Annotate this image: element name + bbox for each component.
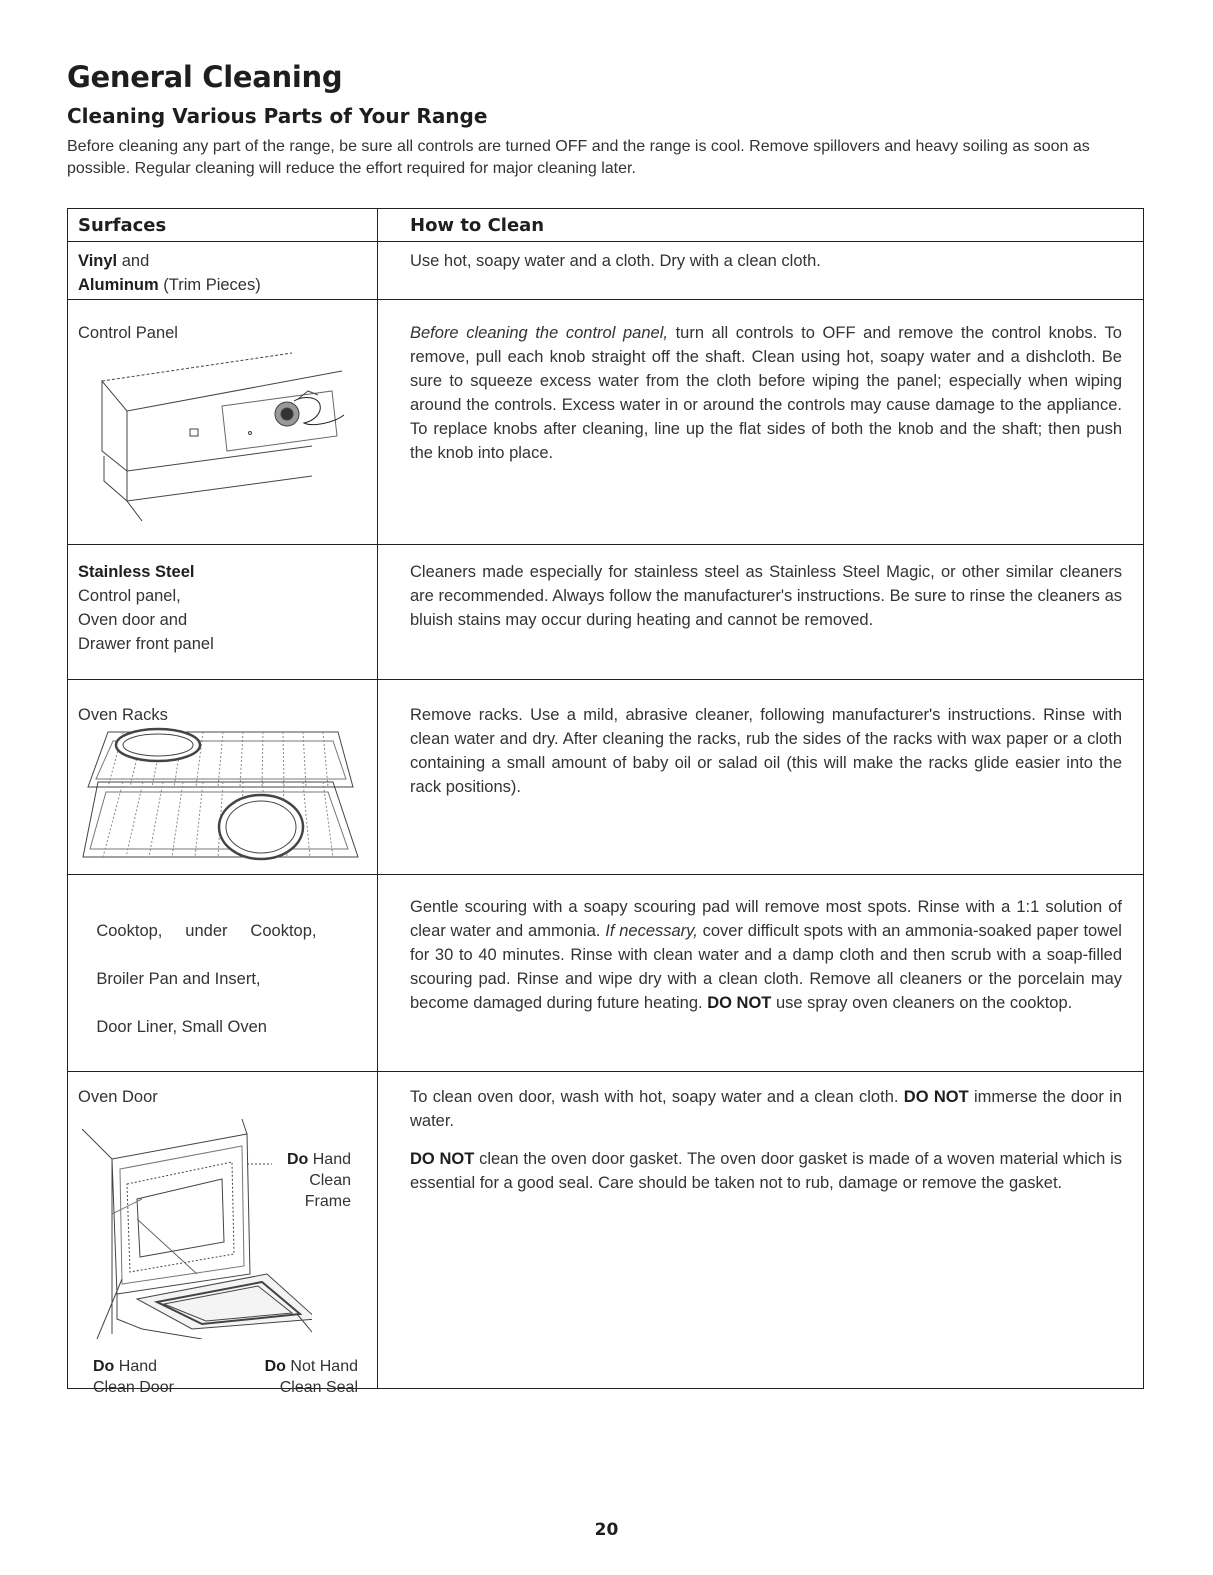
surface-line: Cooktop, under Cooktop, xyxy=(96,922,317,940)
callout-do: Do xyxy=(286,1151,309,1168)
control-panel-illustration xyxy=(82,351,352,521)
column-divider xyxy=(377,209,378,1388)
surface-bold-stainless: Stainless Steel xyxy=(78,563,195,581)
how-bold: DO NOT xyxy=(410,1150,475,1168)
how-control-panel xyxy=(410,321,1122,465)
header-surfaces: Surfaces xyxy=(78,215,167,236)
callout-text: Clean xyxy=(309,1172,351,1189)
surface-line: Drawer front panel xyxy=(78,635,214,653)
oven-door-illustration xyxy=(82,1114,312,1339)
callout-do-hand-clean-frame xyxy=(256,1149,351,1212)
row-rule xyxy=(68,1071,1143,1072)
callout-text: Hand xyxy=(308,1151,351,1168)
callout-text: Hand xyxy=(114,1358,158,1375)
how-vinyl-aluminum: Use hot, soapy water and a cloth. Dry with a clean cloth. xyxy=(410,252,821,270)
callout-do-not-hand-clean-seal xyxy=(228,1356,358,1398)
how-text: immerse the door in water. xyxy=(410,1088,1122,1130)
callout-text: Not Hand xyxy=(285,1358,358,1375)
callout-do: Do xyxy=(264,1358,286,1375)
callout-text: Frame xyxy=(304,1193,351,1210)
surface-line: Broiler Pan and Insert, xyxy=(96,970,261,988)
how-oven-racks: Remove racks. Use a mild, abrasive cleaner, following manufacturer's instructions. Rinse with clean water and dry. After cleaning the racks, rub the sides of the racks with wax paper or a cloth containing a small amount of baby oil or salad oil (this will make the racks glide easier into the rack positions). xyxy=(410,706,1122,796)
surface-bold-vinyl: Vinyl xyxy=(78,252,118,270)
surface-stainless-steel xyxy=(78,560,363,656)
surface-vinyl-aluminum xyxy=(78,249,363,297)
section-heading: Cleaning Various Parts of Your Range xyxy=(67,104,488,128)
how-italic: Before cleaning the control panel, xyxy=(410,324,668,342)
how-text: turn all controls to OFF and remove the control knobs. To remove, pull each knob straight off the shaft. Clean using hot, soapy water and a dishcloth. Be sure to squeeze excess water from the cloth before wiping the panel; especially when wiping around the controls. Excess water in or around the controls may cause damage to the appliance. To replace knobs after cleaning, line up the flat sides of both the knob and the shaft; then push the knob into place. xyxy=(410,324,1122,462)
surface-line: Control panel, xyxy=(78,587,181,605)
how-bold: DO NOT xyxy=(707,994,772,1012)
how-paragraph xyxy=(410,1147,1122,1195)
surface-oven-racks: Oven Racks xyxy=(78,706,168,724)
how-oven-door xyxy=(410,1085,1122,1195)
header-rule xyxy=(68,241,1143,242)
page-number: 20 xyxy=(594,1520,619,1540)
how-italic: If necessary, xyxy=(605,922,698,940)
callout-text: Clean Seal xyxy=(279,1379,358,1396)
how-text: use spray oven cleaners on the cooktop. xyxy=(771,994,1073,1012)
how-stainless-steel: Cleaners made especially for stainless steel as Stainless Steel Magic, or other similar cleaners are recommended. Always follow the manufacturer's instructions. Be sure to rinse the cleaners as bluish stains may occur during heating and cannot be removed. xyxy=(410,563,1122,629)
how-bold: DO NOT xyxy=(903,1088,969,1106)
callout-do-hand-clean-door xyxy=(93,1356,223,1398)
surface-oven-door: Oven Door xyxy=(78,1088,158,1106)
surface-text: (Trim Pieces) xyxy=(158,276,261,294)
cleaning-table xyxy=(67,208,1144,1396)
how-text: To clean oven door, wash with hot, soapy water and a clean cloth. xyxy=(410,1088,904,1106)
surface-cooktop xyxy=(78,895,363,1063)
surface-bold-aluminum: Aluminum xyxy=(78,276,159,294)
how-cooktop xyxy=(410,895,1122,1015)
row-rule xyxy=(68,544,1143,545)
oven-racks-illustration xyxy=(78,727,363,867)
how-text: clean the oven door gasket. The oven door gasket is made of a woven material which is essential for a good seal. Care should be taken not to rub, damage or remove the gasket. xyxy=(410,1150,1122,1192)
how-paragraph xyxy=(410,1085,1122,1133)
header-how-to-clean: How to Clean xyxy=(410,215,545,236)
how-text: cover difficult spots with an ammonia-soaked paper towel for 30 to 40 minutes. Rinse with clean water and a damp cloth and then scrub with a soap-filled scouring pad. Rinse and wipe dry with a clean cloth. Remove all cleaners or the porcelain may become damaged during future heating. xyxy=(410,922,1122,1012)
callout-do: Do xyxy=(93,1358,115,1375)
page-title: General Cleaning xyxy=(67,60,343,94)
surface-line: Oven door and xyxy=(78,611,188,629)
surface-text: and xyxy=(117,252,150,270)
surface-control-panel: Control Panel xyxy=(78,324,178,342)
how-text: Gentle scouring with a soapy scouring pad will remove most spots. Rinse with a 1:1 solution of clear water and ammonia. xyxy=(410,898,1122,940)
callout-text: Clean Door xyxy=(93,1379,174,1396)
intro-paragraph: Before cleaning any part of the range, be sure all controls are turned OFF and the range is cool. Remove spillovers and heavy soiling as soon as possible. Regular cleaning will reduce the effort required for major cleaning later. xyxy=(67,138,1090,177)
row-rule xyxy=(68,874,1143,875)
surface-line: Door Liner, Small Oven xyxy=(96,1018,267,1036)
row-rule xyxy=(68,679,1143,680)
row-rule xyxy=(68,299,1143,300)
